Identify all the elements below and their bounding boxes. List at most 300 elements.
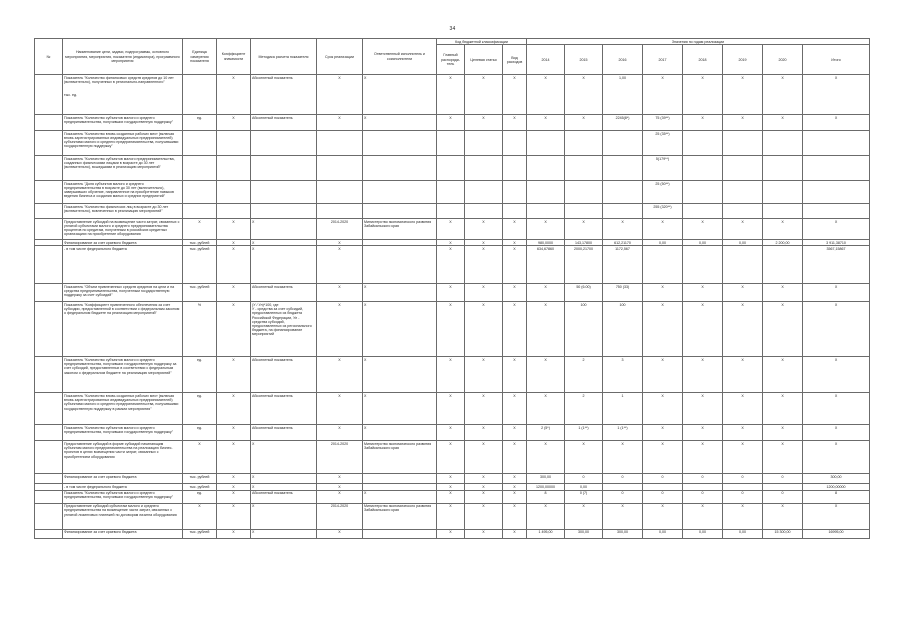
table-cell: X	[723, 302, 763, 357]
table-cell	[35, 425, 63, 441]
table-cell	[763, 131, 803, 156]
table-cell: X	[503, 529, 527, 538]
table-cell: X	[363, 393, 437, 425]
table-cell: X	[251, 441, 317, 474]
header-cell: Срок реализации	[317, 39, 363, 75]
table-cell	[35, 357, 63, 393]
table-cell: 2 200,00	[763, 240, 803, 246]
table-cell: X	[217, 529, 251, 538]
table-cell: X	[437, 425, 465, 441]
table-cell	[35, 131, 63, 156]
table-cell: X	[643, 441, 683, 474]
table-cell: X	[763, 425, 803, 441]
table-cell: 25 (35**)	[643, 131, 683, 156]
table-cell: X	[603, 441, 643, 474]
table-cell: 16995,00	[803, 529, 870, 538]
table-cell: X	[251, 240, 317, 246]
table-cell: X	[465, 425, 503, 441]
table-cell: X	[437, 75, 465, 115]
table-row	[35, 425, 870, 441]
table-cell	[683, 246, 723, 284]
table-cell: X	[317, 474, 363, 484]
table-cell: X	[503, 474, 527, 484]
table-cell: X	[465, 357, 503, 393]
table-cell: X	[363, 490, 437, 503]
table-cell	[763, 181, 803, 204]
table-cell	[35, 246, 63, 284]
table-cell: 100	[603, 302, 643, 357]
table-cell: 750 (33)	[603, 284, 643, 302]
table-cell	[317, 131, 363, 156]
table-cell	[803, 156, 870, 181]
table-cell: 612,21170	[603, 240, 643, 246]
table-cell: X	[503, 219, 527, 240]
table-cell: X	[503, 484, 527, 490]
table-cell	[643, 246, 683, 284]
table-cell: X	[251, 474, 317, 484]
table-cell	[465, 181, 503, 204]
table-cell	[503, 131, 527, 156]
table-cell	[35, 219, 63, 240]
table-cell: (У / Ул)*100, где У - средства за счет субсидий, предоставленных из бюджета Российской Федерации, Ул - средства субсидий, предоставленных из регионального бюджета, на финансирование мероприятий	[251, 302, 317, 357]
header-cell: Итого	[803, 45, 870, 75]
table-cell	[363, 529, 437, 538]
table-cell: X	[503, 490, 527, 503]
table-cell: Показатель "Количество субъектов малого и среднего предпринимательства, получивших государственную поддержку"	[63, 425, 183, 441]
table-cell: 1 (1**)	[565, 425, 603, 441]
table-cell	[35, 284, 63, 302]
table-cell: Показатель "Количество финансовых средств кредитов до 10 лет (включительно), полученных в регионально-направленного" тыс. ед.	[63, 75, 183, 115]
table-cell: X	[683, 219, 723, 240]
table-cell: X	[251, 503, 317, 529]
table-cell: X	[643, 219, 683, 240]
table-cell: X	[763, 284, 803, 302]
table-cell: X	[217, 219, 251, 240]
table-cell: 980,0000	[527, 240, 565, 246]
table-cell	[35, 156, 63, 181]
table-cell: X	[803, 75, 870, 115]
table-cell: X	[643, 357, 683, 393]
header-cell: 2018	[683, 45, 723, 75]
table-cell: X	[565, 219, 603, 240]
table-cell: X	[217, 357, 251, 393]
table-cell: X	[527, 503, 565, 529]
table-cell	[251, 181, 317, 204]
table-cell: Абсолютный показатель	[251, 425, 317, 441]
table-cell: Абсолютный показатель	[251, 115, 317, 131]
table-cell	[35, 474, 63, 484]
table-cell: ед.	[183, 393, 217, 425]
table-row	[35, 115, 870, 131]
table-cell: X	[317, 425, 363, 441]
header-cell: 2017	[643, 45, 683, 75]
table-cell	[503, 204, 527, 219]
table-cell	[465, 131, 503, 156]
table-cell	[183, 156, 217, 181]
table-cell: 0,00	[723, 529, 763, 538]
table-cell: X	[503, 393, 527, 425]
table-cell: X	[437, 115, 465, 131]
table-cell: X	[503, 425, 527, 441]
table-cell	[503, 156, 527, 181]
table-cell: X	[317, 357, 363, 393]
table-cell: X	[437, 503, 465, 529]
table-cell: X	[683, 302, 723, 357]
table-row	[35, 302, 870, 357]
table-cell: Показатель "Количество вновь созданных рабочих мест (включая вновь зарегистрированных индивидуальных предпринимателей) субъектами малого и среднего предпринимательства, получившими государственную поддержку"	[63, 131, 183, 156]
table-cell	[503, 181, 527, 204]
table-cell: X	[723, 357, 763, 393]
table-cell	[565, 204, 603, 219]
table-row	[35, 204, 870, 219]
table-row	[35, 357, 870, 393]
table-cell	[527, 204, 565, 219]
header-cell: Ответственный исполнитель и соисполнители	[363, 39, 437, 75]
table-cell: тыс. рублей	[183, 240, 217, 246]
table-cell: - в том числе федерального бюджета	[63, 246, 183, 284]
table-cell	[437, 181, 465, 204]
table-cell	[363, 181, 437, 204]
table-cell: X	[363, 302, 437, 357]
table-cell: X	[363, 115, 437, 131]
header-cell: №	[35, 39, 63, 75]
table-cell: ед.	[183, 490, 217, 503]
table-cell: X	[527, 357, 565, 393]
table-cell: X	[465, 75, 503, 115]
table-cell: 0	[763, 490, 803, 503]
table-cell: X	[317, 302, 363, 357]
table-cell: 0,00	[643, 240, 683, 246]
table-cell	[217, 181, 251, 204]
table-cell: 3567,15867	[803, 246, 870, 284]
table-cell: X	[683, 503, 723, 529]
table-cell: X	[217, 115, 251, 131]
table-cell: Показатель "Объем привлеченных средств кредитов на цели и на средства предпринимательства, полученным государственную поддержку за счет субсидий"	[63, 284, 183, 302]
table-cell: 0	[683, 490, 723, 503]
table-cell: X	[527, 219, 565, 240]
table-cell: X	[527, 393, 565, 425]
table-cell: X	[465, 393, 503, 425]
table-cell: X	[723, 503, 763, 529]
table-cell: 75 (39**)	[643, 115, 683, 131]
table-cell: Предоставление субсидий в форме субсидий начинающим субъектам малого предпринимательства на реализацию бизнес-проектов в целях возмещения части затрат, связанных с приобретением оборудования	[63, 441, 183, 474]
table-cell: Финансирование за счет краевого бюджета	[63, 529, 183, 538]
table-cell: 0,00	[723, 240, 763, 246]
table-cell: Показатель "Количество субъектов малого и среднего предпринимательства, получивших государственную поддержку за счет субсидий, предоставленных в соответствии с федеральным законом о федеральном бюджете на реализацию мероприятий"	[63, 357, 183, 393]
table-cell: X	[317, 75, 363, 115]
document-sheet	[34, 38, 869, 539]
table-cell: X	[217, 240, 251, 246]
table-cell: X	[217, 75, 251, 115]
table-cell: X	[437, 302, 465, 357]
header-cell: 2015	[565, 45, 603, 75]
table-cell: X	[217, 393, 251, 425]
table-cell	[723, 204, 763, 219]
table-cell: 2245(8*)	[603, 115, 643, 131]
table-cell: X	[217, 284, 251, 302]
table-cell: X	[437, 441, 465, 474]
table-cell: 1 495,00	[527, 529, 565, 538]
table-cell: X	[643, 425, 683, 441]
table-cell	[527, 181, 565, 204]
table-cell: 0	[763, 474, 803, 484]
table-cell	[437, 131, 465, 156]
table-cell: X	[803, 357, 870, 393]
table-cell: X	[217, 441, 251, 474]
table-cell: X	[217, 425, 251, 441]
table-cell: Показатель "Количество субъектов малого и среднего предпринимательства, получивших государственную поддержку"	[63, 490, 183, 503]
table-cell	[763, 156, 803, 181]
table-cell: 2000,21700	[565, 246, 603, 284]
table-cell: X	[363, 284, 437, 302]
table-cell	[565, 181, 603, 204]
table-cell: X	[217, 484, 251, 490]
header-cell: Единица измерения показателя	[183, 39, 217, 75]
table-cell: X	[437, 219, 465, 240]
table-cell: X	[317, 393, 363, 425]
table-cell	[317, 204, 363, 219]
table-cell	[465, 156, 503, 181]
table-cell: %	[183, 302, 217, 357]
table-cell: X	[643, 75, 683, 115]
table-cell	[183, 131, 217, 156]
table-cell: 0	[603, 474, 643, 484]
table-cell: X	[803, 302, 870, 357]
table-cell: X	[803, 115, 870, 131]
table-cell: X	[217, 302, 251, 357]
table-cell	[363, 246, 437, 284]
table-cell: тыс. рублей	[183, 474, 217, 484]
table-cell: X	[763, 219, 803, 240]
table-cell: X	[437, 357, 465, 393]
table-cell: X	[217, 503, 251, 529]
table-cell: ед.	[183, 425, 217, 441]
table-cell	[363, 131, 437, 156]
header-cell: Наименование цели, задачи, подпрограммы, основного мероприятия, мероприятия, показателя (индикатора), программного мероприятия	[63, 39, 183, 75]
table-cell: X	[503, 302, 527, 357]
table-cell	[363, 156, 437, 181]
table-cell: 0,00	[565, 484, 603, 490]
table-cell	[35, 503, 63, 529]
table-cell	[603, 131, 643, 156]
table-cell: X	[465, 441, 503, 474]
table-row	[35, 503, 870, 529]
table-cell: X	[565, 75, 603, 115]
table-cell	[683, 131, 723, 156]
table-cell: тыс. рублей	[183, 246, 217, 284]
table-cell: X	[683, 115, 723, 131]
table-cell: X	[465, 474, 503, 484]
table-cell: 2014-2020	[317, 503, 363, 529]
table-cell: 0	[565, 474, 603, 484]
table-cell	[603, 204, 643, 219]
table-cell: X	[251, 484, 317, 490]
table-cell: X	[803, 219, 870, 240]
table-cell: X	[803, 441, 870, 474]
table-header	[35, 39, 870, 75]
table-cell: Показатель "Количество субъектов малого предпринимательства, созданных физическими лицами в возрасте до 30 лет (включительно), вошедшими в реализацию мероприятий"	[63, 156, 183, 181]
table-cell: 15 300,00	[763, 529, 803, 538]
table-cell: 2	[565, 357, 603, 393]
table-cell: Предоставление субсидий субъектам малого и среднего предпринимательства на возмещение части затрат, связанных с уплатой лизинговых платежей по договорам лизинга оборудования	[63, 503, 183, 529]
table-cell: X	[465, 484, 503, 490]
table-cell: 0 (7)	[565, 490, 603, 503]
table-row	[35, 246, 870, 284]
header-cell: Вид расходов	[503, 45, 527, 75]
table-cell	[465, 204, 503, 219]
table-cell: - в том числе федерального бюджета	[63, 484, 183, 490]
table-cell	[35, 529, 63, 538]
table-cell: X	[527, 441, 565, 474]
table-cell	[723, 131, 763, 156]
table-row	[35, 131, 870, 156]
table-cell: X	[723, 425, 763, 441]
table-cell: X	[437, 474, 465, 484]
table-cell: 2	[565, 393, 603, 425]
table-cell: 8	[527, 490, 565, 503]
table-cell: X	[527, 284, 565, 302]
table-cell: 0	[723, 490, 763, 503]
table-cell: X	[503, 115, 527, 131]
table-cell: 1 (1**)	[603, 425, 643, 441]
header-group-finance: Код бюджетной классификации	[437, 39, 527, 45]
table-cell: X	[683, 441, 723, 474]
table-cell	[35, 75, 63, 115]
table-cell: X	[803, 425, 870, 441]
header-cell: Коэффициент значимости	[217, 39, 251, 75]
table-cell: X	[803, 503, 870, 529]
table-cell: 1,00	[603, 75, 643, 115]
table-row	[35, 474, 870, 484]
table-cell	[251, 204, 317, 219]
table-cell: X	[643, 393, 683, 425]
table-cell: X	[317, 240, 363, 246]
table-cell	[565, 156, 603, 181]
program-table	[34, 38, 870, 539]
table-cell: Абсолютный показатель	[251, 490, 317, 503]
table-cell: 50 (6.00)	[565, 284, 603, 302]
table-row	[35, 156, 870, 181]
table-cell: Показатель "Количество вновь созданных рабочих мест (включая вновь зарегистрированных индивидуальных предпринимателей) субъектами малого и среднего предпринимательства, получившими государственную поддержку в рамках мероприятия"	[63, 393, 183, 425]
table-cell: ед.	[183, 115, 217, 131]
table-cell: Предоставление субсидий на возмещение части затрат, связанных с уплатой субъектами малого и среднего предпринимательства процентов по кредитам, полученным в российских кредитных организациях на приобретение оборудования	[63, 219, 183, 240]
table-cell: X	[683, 393, 723, 425]
table-cell: X	[217, 246, 251, 284]
table-cell	[723, 156, 763, 181]
header-cell: 2019	[723, 45, 763, 75]
table-cell	[763, 204, 803, 219]
table-cell: Министерство экономического развития Забайкальского края	[363, 441, 437, 474]
table-cell: X	[465, 284, 503, 302]
table-cell	[183, 181, 217, 204]
table-cell: X	[465, 529, 503, 538]
table-cell: X	[763, 393, 803, 425]
table-cell: X	[503, 357, 527, 393]
table-cell: X	[465, 503, 503, 529]
table-cell	[603, 181, 643, 204]
table-row	[35, 181, 870, 204]
table-cell: X	[763, 115, 803, 131]
header-group-years: Значения по годам реализации	[527, 39, 870, 45]
table-cell: X	[763, 302, 803, 357]
table-cell: X	[643, 302, 683, 357]
table-cell: 0	[603, 490, 643, 503]
table-cell: X	[437, 484, 465, 490]
header-cell: 2020	[763, 45, 803, 75]
table-cell: Министерство экономического развития Забайкальского края	[363, 503, 437, 529]
table-cell	[35, 490, 63, 503]
table-cell: 1200,00000	[803, 484, 870, 490]
table-cell	[437, 156, 465, 181]
table-cell: X	[217, 474, 251, 484]
table-cell: X	[565, 503, 603, 529]
table-cell: X	[683, 425, 723, 441]
table-cell	[723, 181, 763, 204]
table-cell	[251, 131, 317, 156]
table-cell: X	[437, 529, 465, 538]
table-cell: 300,00	[565, 529, 603, 538]
table-cell: X	[527, 302, 565, 357]
table-row	[35, 529, 870, 538]
table-cell: Абсолютный показатель	[251, 393, 317, 425]
table-cell: X	[643, 503, 683, 529]
table-cell	[35, 181, 63, 204]
table-row	[35, 441, 870, 474]
table-cell: X	[465, 246, 503, 284]
table-cell	[363, 204, 437, 219]
table-cell: X	[465, 490, 503, 503]
table-cell: 0	[643, 490, 683, 503]
table-cell: X	[565, 115, 603, 131]
table-cell	[683, 181, 723, 204]
header-cell: 2014	[527, 45, 565, 75]
table-cell: Абсолютный показатель	[251, 284, 317, 302]
table-cell: X	[763, 357, 803, 393]
table-cell	[35, 115, 63, 131]
table-cell: 300,00	[603, 529, 643, 538]
table-cell: X	[317, 484, 363, 490]
table-cell: X	[503, 284, 527, 302]
table-cell: X	[363, 425, 437, 441]
table-cell: 1172,567	[603, 246, 643, 284]
table-cell: ед.	[183, 357, 217, 393]
table-cell: 5(179**)	[643, 156, 683, 181]
table-cell: X	[465, 240, 503, 246]
table-cell	[527, 156, 565, 181]
table-cell	[317, 156, 363, 181]
table-cell: 8	[803, 490, 870, 503]
table-cell	[35, 302, 63, 357]
header-cell: Главный распоряди-тель	[437, 45, 465, 75]
table-cell: X	[503, 441, 527, 474]
table-cell: X	[217, 490, 251, 503]
table-cell: тыс. рублей	[183, 529, 217, 538]
table-cell: X	[317, 246, 363, 284]
table-cell: X	[251, 219, 317, 240]
table-cell: 143,17800	[565, 240, 603, 246]
table-cell: 1	[603, 393, 643, 425]
table-cell: 300,00	[527, 474, 565, 484]
table-cell: X	[183, 441, 217, 474]
table-cell	[763, 246, 803, 284]
table-cell: 25 (50**)	[643, 181, 683, 204]
table-cell: X	[723, 115, 763, 131]
table-cell: X	[317, 115, 363, 131]
table-cell: 0	[723, 474, 763, 484]
table-cell: X	[183, 503, 217, 529]
table-row	[35, 75, 870, 115]
table-cell: Финансирование за счет краевого бюджета	[63, 240, 183, 246]
